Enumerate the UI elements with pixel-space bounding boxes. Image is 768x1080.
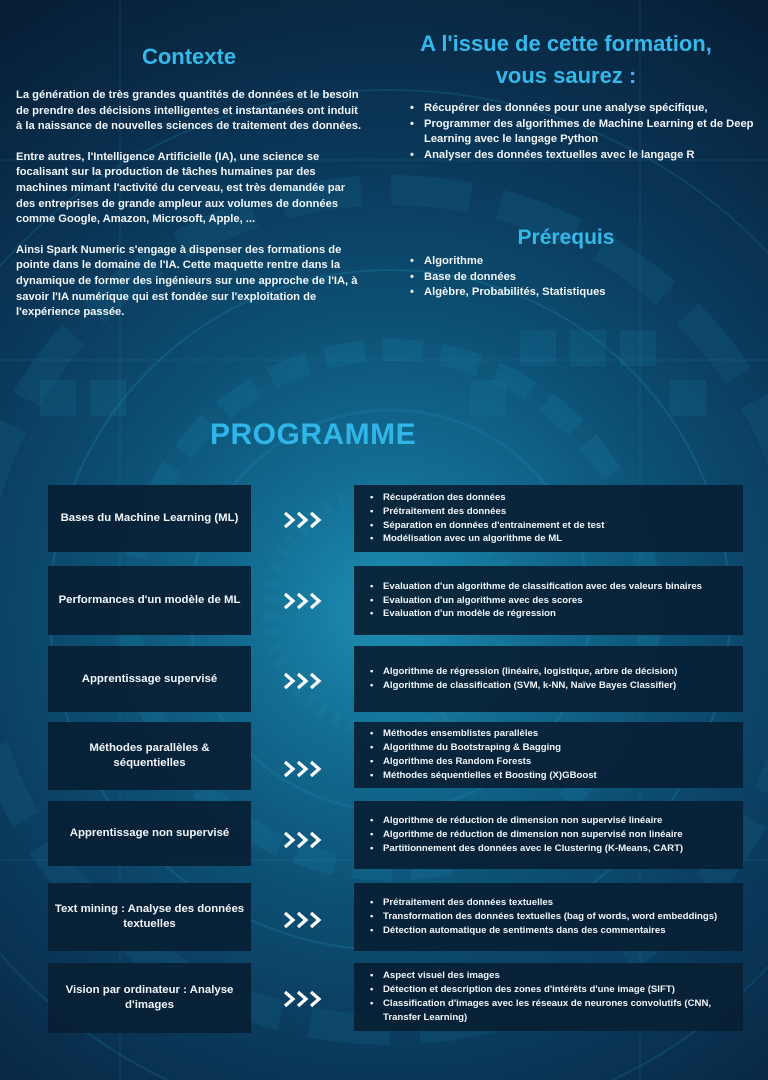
module-details [354, 485, 743, 552]
list-item: • Evaluation d'un algorithme avec des scores [368, 594, 702, 608]
module-name: Apprentissage supervisé [48, 646, 251, 712]
list-item: • Algorithme de réduction de dimension non supervisé non linéaire [368, 828, 683, 842]
triple-chevron-right-icon [282, 758, 326, 780]
module-name: Méthodes parallèles & séquentielles [48, 722, 251, 790]
list-item: • Algèbre, Probabilités, Statistiques [408, 285, 708, 301]
module-name: Bases du Machine Learning (ML) [48, 485, 251, 552]
triple-chevron-right-icon [282, 509, 326, 531]
module-name: Vision par ordinateur : Analyse d'images [48, 963, 251, 1033]
module-details [354, 883, 743, 951]
list-item: • Récupérer des données pour une analyse spécifique, [408, 101, 758, 117]
module-details [354, 646, 743, 712]
list-item: • Méthodes séquentielles et Boosting (X)GBoost [368, 769, 597, 783]
module-details [354, 801, 743, 869]
contexte-paragraph: Ainsi Spark Numeric s'engage à dispenser des formations de pointe dans le domaine de l'IA. Cette maquette rentre dans la dynamique de former des ingénieurs sur une approche de l'IA, à savoir l'IA numérique qui est fondée sur l'exploitation de l'expérience passée. [16, 243, 358, 319]
triple-chevron-right-icon [282, 590, 326, 612]
list-item: • Programmer des algorithmes de Machine Learning et de Deep Learning avec le langage Python [408, 117, 758, 148]
triple-chevron-right-icon [282, 909, 326, 931]
module-details [354, 722, 743, 788]
module-details [354, 963, 743, 1031]
list-item: • Méthodes ensemblistes parallèles [368, 727, 597, 741]
list-item: • Base de données [408, 270, 708, 286]
list-item: • Algorithme de régression (linéaire, logistique, arbre de décision) [368, 665, 677, 679]
list-item: • Aspect visuel des images [368, 969, 733, 983]
list-item: • Partitionnement des données avec le Clustering (K-Means, CART) [368, 842, 683, 856]
triple-chevron-right-icon [282, 670, 326, 692]
objectifs-list [408, 101, 758, 163]
objectifs-title-line2: vous saurez : [495, 63, 637, 88]
contexte-paragraph: Entre autres, l'Intelligence Artificielle (IA), une science se focalisant sur la production de tâches humaines par des machines mimant l'activité du cerveau, est très demandée par des entreprises de grande ampleur aux volumes de données comme Google, Amazon, Microsoft, Apple, ... [16, 150, 346, 226]
contexte-text [16, 88, 366, 336]
list-item: • Algorithme de réduction de dimension non supervisé linéaire [368, 814, 683, 828]
list-item: • Algorithme [408, 254, 708, 270]
list-item: • Transformation des données textuelles (bag of words, word embeddings) [368, 910, 717, 924]
list-item: • Evaluation d'un modèle de régression [368, 607, 702, 621]
prerequis-title: Prérequis [517, 226, 615, 249]
triple-chevron-right-icon [282, 829, 326, 851]
list-item: • Classification d'images avec les réseaux de neurones convolutifs (CNN, Transfer Learning) [368, 997, 733, 1025]
triple-chevron-right-icon [282, 988, 326, 1010]
contexte-title: Contexte [141, 44, 237, 69]
prerequis-list [408, 254, 708, 301]
list-item: • Modélisation avec un algorithme de ML [368, 532, 604, 546]
list-item: • Prétraitement des données textuelles [368, 896, 717, 910]
list-item: • Analyser des données textuelles avec le langage R [408, 148, 758, 164]
programme-title: PROGRAMME [210, 418, 417, 451]
list-item: • Séparation en données d'entrainement et de test [368, 519, 604, 533]
list-item: • Détection et description des zones d'intérêts d'une image (SIFT) [368, 983, 733, 997]
objectifs-title [380, 28, 752, 92]
module-name: Text mining : Analyse des données textuelles [48, 883, 251, 951]
module-details [354, 566, 743, 635]
objectifs-title-line1: A l'issue de cette formation, [420, 31, 712, 56]
module-name: Apprentissage non supervisé [48, 801, 251, 866]
list-item: • Récupération des données [368, 491, 604, 505]
list-item: • Algorithme des Random Forests [368, 755, 597, 769]
list-item: • Détection automatique de sentiments dans des commentaires [368, 924, 717, 938]
module-name: Performances d'un modèle de ML [48, 566, 251, 635]
list-item: • Evaluation d'un algorithme de classification avec des valeurs binaires [368, 580, 702, 594]
contexte-paragraph: La génération de très grandes quantités de données et le besoin de prendre des décisions intelligentes et instantanées ont induit à la naissance de nouvelles sciences de traitement des données. [16, 89, 362, 133]
list-item: • Algorithme de classification (SVM, k-NN, Naïve Bayes Classifier) [368, 679, 677, 693]
list-item: • Algorithme du Bootstraping & Bagging [368, 741, 597, 755]
list-item: • Prétraitement des données [368, 505, 604, 519]
